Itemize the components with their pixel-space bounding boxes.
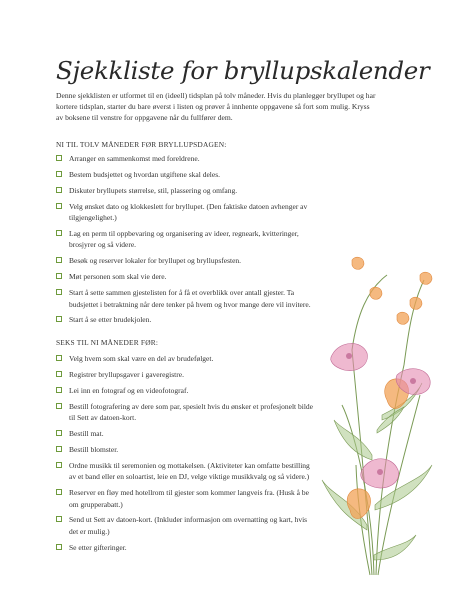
checklist-item (56, 287, 318, 310)
checklist-item-text: Besøk og reserver lokaler for bryllupet og bryllupsfesten. (69, 256, 242, 266)
checklist-item (56, 385, 318, 396)
checkbox-icon[interactable] (56, 171, 62, 177)
checklist-item (56, 369, 318, 380)
checklist-item-text: Se etter gifteringer. (69, 542, 127, 552)
checkbox-icon[interactable] (56, 430, 62, 436)
checklist-item (56, 271, 318, 282)
checklist-item (56, 428, 318, 439)
checkbox-icon[interactable] (56, 230, 62, 236)
checklist-item-text: Send ut Sett av datoen-kort. (Inkluder informasjon om overnatting og kart, hvis det er mulig.) (69, 515, 308, 536)
checklist-item (56, 542, 318, 553)
checkbox-icon[interactable] (56, 462, 62, 468)
checkbox-icon[interactable] (56, 544, 62, 550)
checklist-item-text: Registrer bryllupsgaver i gaveregistre. (69, 369, 184, 379)
checklist-item (56, 228, 318, 251)
checklist-item-text: Lei inn en fotograf og en videofotograf. (69, 385, 189, 395)
checkbox-icon[interactable] (56, 316, 62, 322)
checkbox-icon[interactable] (56, 403, 62, 409)
checkbox-icon[interactable] (56, 273, 62, 279)
checklist-item (56, 169, 318, 180)
flower-decoration-icon (312, 255, 442, 585)
checklist-item-text: Lag en perm til oppbevaring og organisering av ideer, regneark, kvitteringer, brosjyrer og så videre. (69, 229, 299, 250)
checkbox-icon[interactable] (56, 387, 62, 393)
checklist-item-text: Bestill mat. (69, 429, 104, 439)
section-heading-9-12: NI TIL TOLV MÅNEDER FØR BRYLLUPSDAGEN: (56, 140, 227, 149)
checklist-item (56, 460, 318, 483)
checklist-item (56, 185, 318, 196)
checkbox-icon[interactable] (56, 203, 62, 209)
checklist-item-text: Velg ønsket dato og klokkeslett for bryllupet. (Den faktiske datoen avhenger av tilgjengelighet.) (69, 201, 308, 223)
checkbox-icon[interactable] (56, 257, 62, 263)
checkbox-icon[interactable] (56, 446, 62, 452)
checklist-item (56, 314, 318, 325)
checklist-item (56, 401, 318, 424)
section-heading-6-9: SEKS TIL NI MÅNEDER FØR: (56, 338, 159, 347)
checklist-item-text: Bestem budsjettet og hvordan utgiftene skal deles. (69, 169, 221, 179)
checklist-item-text: Start å sette sammen gjestelisten for å få et overblikk over antall gjester. Ta budsjettet i betraktning når dere tenker på hvem og hvor mange dere vil invitere. (69, 288, 311, 309)
checklist-9-12 (56, 153, 318, 330)
checklist-item-text: Bestill fotografering av dere som par, spesielt hvis du ønsker et profesjonelt bilde til Sett av datoen-kort. (69, 401, 314, 423)
checkbox-icon[interactable] (56, 516, 62, 522)
intro-text: Denne sjekklisten er utformet til en (ideell) tidsplan på tolv måneder. Hvis du planlegger bryllupet og har kortere tidsplan, starter du bare øverst i listen og prøver å innhente oppgavene så fort som mulig. Kryss av boksene til venstre for oppgavene når du fullfører dem. (56, 91, 376, 123)
checklist-item (56, 353, 318, 364)
checklist-item (56, 255, 318, 266)
checklist-item-text: Arranger en sammenkomst med foreldrene. (69, 154, 200, 163)
checklist-item-text: Reserver en fløy med hotellrom til gjester som kommer langveis fra. (Husk å be om grupperabatt.) (69, 488, 309, 509)
checkbox-icon[interactable] (56, 371, 62, 377)
checklist-item-text: Velg hvem som skal være en del av brudefølget. (69, 354, 214, 363)
checklist-item-text: Møt personen som skal vie dere. (69, 272, 167, 282)
checklist-item (56, 444, 318, 455)
checklist-item-text: Ordne musikk til seremonien og mottakelsen. (Aktiviteter kan omfatte bestilling av et band eller en soloartist, leie en DJ, velge viktige musikkvalg og så videre.) (69, 460, 310, 482)
checklist-item (56, 153, 318, 164)
checkbox-icon[interactable] (56, 155, 62, 161)
checklist-item (56, 201, 318, 224)
checklist-item-text: Diskuter bryllupets størrelse, stil, plassering og omfang. (69, 185, 238, 195)
checklist-item-text: Start å se etter brudekjolen. (69, 315, 152, 325)
page-title: Sjekkliste for bryllupskalender (56, 56, 430, 85)
checkbox-icon[interactable] (56, 489, 62, 495)
checklist-item (56, 514, 318, 537)
checkbox-icon[interactable] (56, 187, 62, 193)
checkbox-icon[interactable] (56, 355, 62, 361)
checklist-6-9 (56, 353, 318, 558)
checkbox-icon[interactable] (56, 289, 62, 295)
checklist-item (56, 487, 318, 510)
checklist-item-text: Bestill blomster. (69, 444, 119, 454)
